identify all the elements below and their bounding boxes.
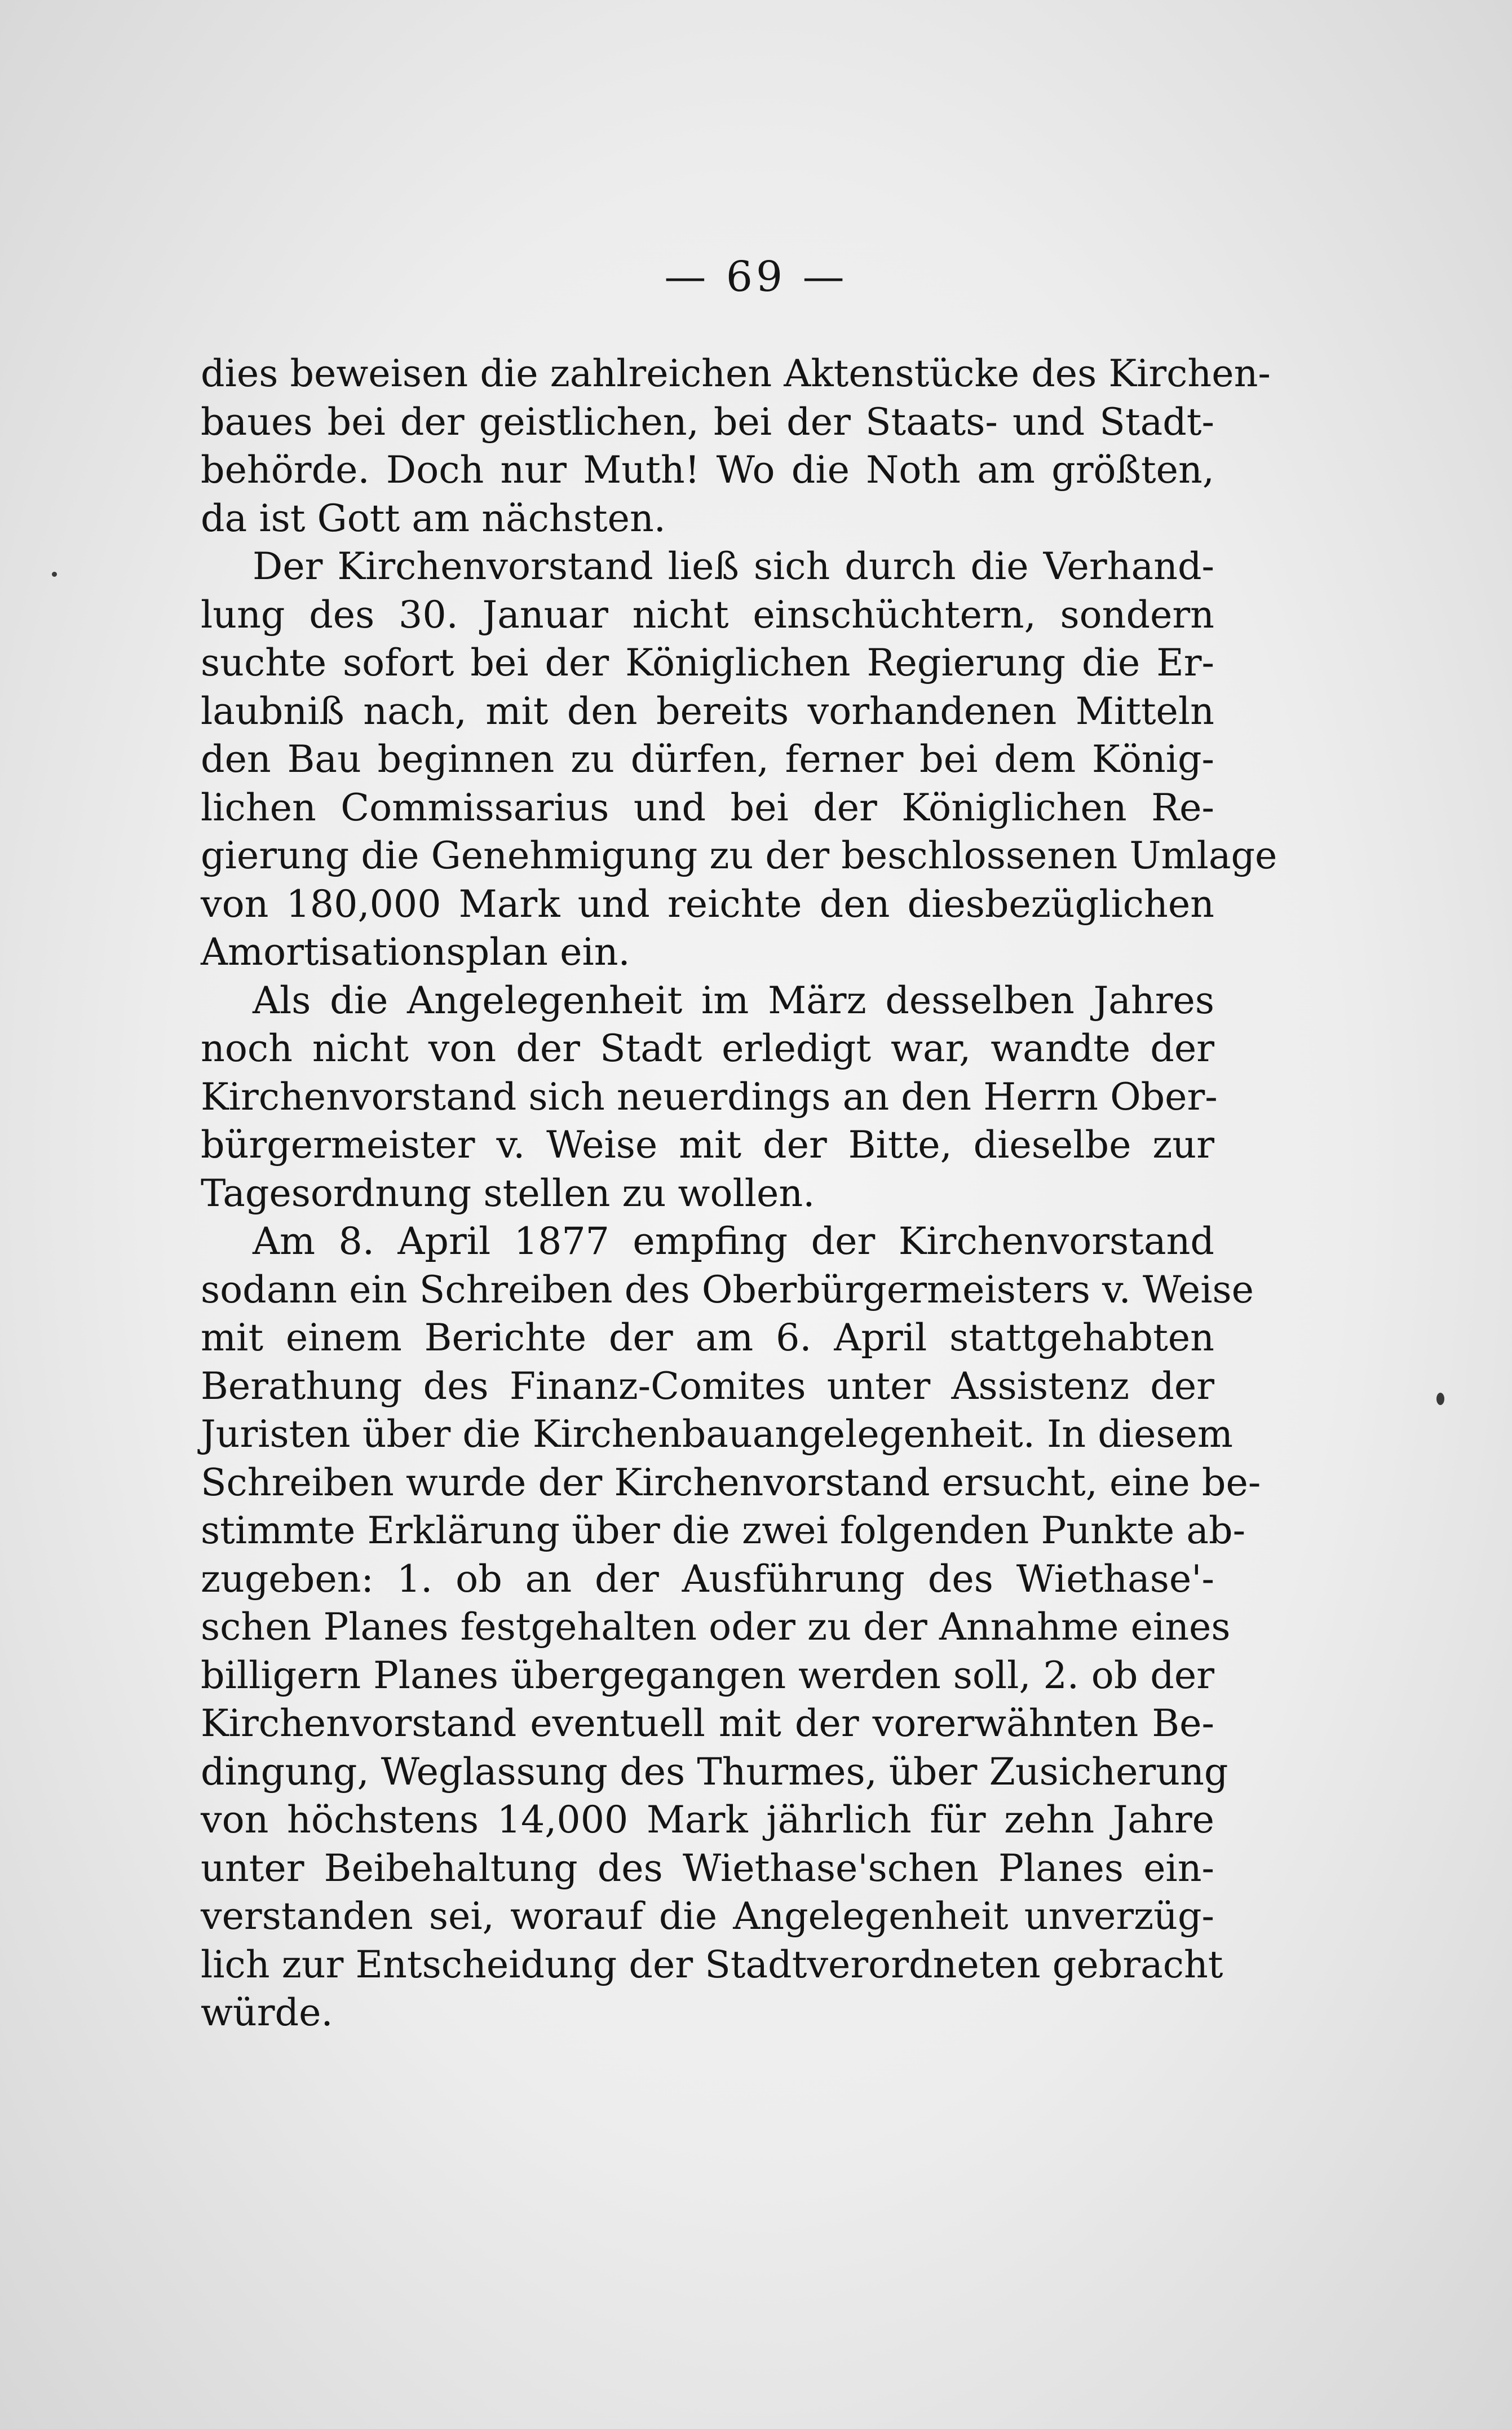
text-line: dies beweisen die zahlreichen Aktenstücke des Kirchen- [201, 351, 1271, 395]
text-line: noch nicht von der Stadt erledigt war, wandte der [201, 1026, 1214, 1070]
text-line: suchte sofort bei der Königlichen Regierung die Er- [201, 641, 1214, 684]
text-line: verstanden sei, worauf die Angelegenheit unverzüg- [201, 1894, 1214, 1938]
text-line: würde. [201, 1990, 333, 2034]
text-line: Schreiben wurde der Kirchenvorstand ersucht, eine be- [201, 1460, 1261, 1504]
text-line: mit einem Berichte der am 6. April stattgehabten [201, 1315, 1214, 1359]
text-line: Am 8. April 1877 empfing der Kirchenvorstand [253, 1219, 1214, 1263]
body-text [201, 350, 1277, 2037]
text-line: von 180,000 Mark und reichte den diesbezüglichen [201, 881, 1214, 926]
text-line: laubniß nach, mit den bereits vorhandenen Mitteln [201, 688, 1214, 733]
text-line: gierung die Genehmigung zu der beschlossenen Umlage [201, 833, 1277, 877]
text-line: lich zur Entscheidung der Stadtverordneten gebracht [201, 1942, 1223, 1986]
text-line: von höchstens 14,000 Mark jährlich für zehn Jahre [201, 1798, 1214, 1841]
text-line: stimmte Erklärung über die zwei folgenden Punkte ab- [201, 1508, 1246, 1552]
page-number: — 69 — [664, 253, 848, 301]
text-line: lung des 30. Januar nicht einschüchtern, sondern [201, 592, 1214, 637]
text-line: behörde. Doch nur Muth! Wo die Noth am größten, [201, 448, 1214, 492]
text-line: Tagesordnung stellen zu wollen. [201, 1171, 815, 1215]
text-line: billigern Planes übergegangen werden soll, 2. ob der [201, 1653, 1214, 1697]
text-line: Kirchenvorstand eventuell mit der vorerwähnten Be- [201, 1701, 1214, 1745]
text-line: Berathung des Finanz-Comites unter Assistenz der [201, 1363, 1214, 1408]
text-line: bürgermeister v. Weise mit der Bitte, dieselbe zur [201, 1123, 1214, 1167]
text-line: den Bau beginnen zu dürfen, ferner bei dem König- [201, 737, 1214, 781]
text-line: dingung, Weglassung des Thurmes, über Zusicherung [201, 1749, 1228, 1794]
text-line: zugeben: 1. ob an der Ausführung des Wiethase'- [201, 1556, 1214, 1601]
ink-speck [52, 572, 57, 577]
text-line: schen Planes festgehalten oder zu der Annahme eines [201, 1605, 1231, 1649]
ink-speck [1436, 1393, 1444, 1405]
text-line: Als die Angelegenheit im März desselben Jahres [253, 978, 1214, 1022]
text-line: Kirchenvorstand sich neuerdings an den Herrn Ober- [201, 1074, 1218, 1119]
text-line: Der Kirchenvorstand ließ sich durch die Verhand- [253, 544, 1214, 588]
text-line: Amortisationsplan ein. [201, 930, 630, 974]
text-line: baues bei der geistlichen, bei der Staats- und Stadt- [201, 399, 1214, 444]
text-line: sodann ein Schreiben des Oberbürgermeisters v. Weise [201, 1267, 1254, 1311]
text-line: da ist Gott am nächsten. [201, 496, 666, 540]
text-line: Juristen über die Kirchenbauangelegenheit. In diesem [201, 1412, 1233, 1456]
text-line: unter Beibehaltung des Wiethase'schen Planes ein- [201, 1845, 1214, 1890]
text-line: lichen Commissarius und bei der Königlichen Re- [201, 785, 1214, 829]
